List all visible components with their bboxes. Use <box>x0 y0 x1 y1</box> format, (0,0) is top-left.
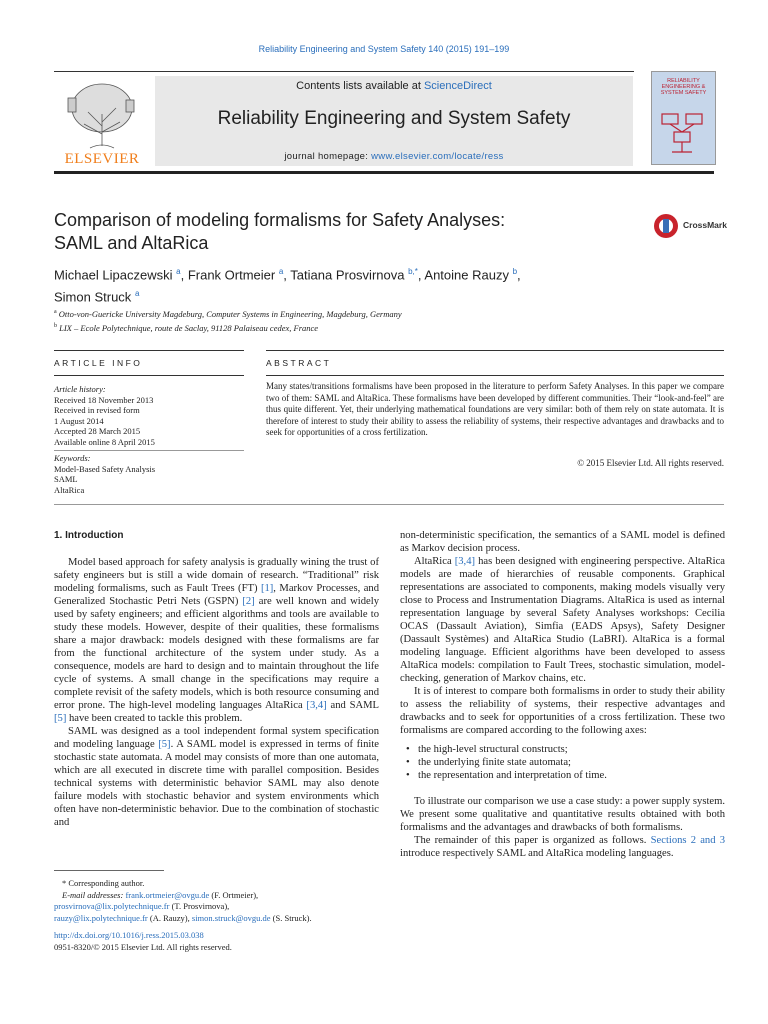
journal-title: Reliability Engineering and System Safety <box>217 108 571 129</box>
citation-link[interactable]: [2] <box>242 596 255 607</box>
section-link[interactable]: Sections 2 and 3 <box>650 835 726 846</box>
article-info-rule-2 <box>54 375 244 376</box>
abstract-copyright: © 2015 Elsevier Ltd. All rights reserved. <box>577 458 724 468</box>
info-divider <box>54 450 244 451</box>
journal-homepage <box>155 151 633 162</box>
history-item: Received 18 November 2013 <box>54 394 154 405</box>
header-top-rule <box>54 71 634 72</box>
keyword: AltaRica <box>54 484 85 495</box>
author-name: Frank Ortmeier <box>187 267 276 283</box>
issn-line: 0951-8320/© 2015 Elsevier Ltd. All rights reserved. <box>54 941 232 952</box>
article-info-heading: ARTICLE INFO <box>54 358 143 368</box>
history-item: Available online 8 April 2015 <box>54 436 155 447</box>
footnotes: * Corresponding author. E-mail addresses: frank.ortmeier@ovgu.de (F. Ortmeier), prosvirnova@lix.polytechnique.fr (T. Prosvirnova), rauzy@lix.polytechnique.fr (A. Rauzy), simon.struck@ovgu.de (S. Struck). <box>54 878 384 924</box>
cover-diagram-icon <box>658 108 708 158</box>
history-item: Accepted 28 March 2015 <box>54 426 141 436</box>
keyword: Model-Based Safety Analysis <box>54 463 156 474</box>
citation-link[interactable]: [1] <box>260 583 274 594</box>
body-top-rule <box>54 504 724 505</box>
corresponding-author-note: * Corresponding author. <box>62 878 145 888</box>
crossmark-icon <box>653 213 679 239</box>
elsevier-wordmark: ELSEVIER <box>64 151 140 167</box>
article-title-line2: SAML and AltaRica <box>54 233 209 253</box>
affiliation-item: $^b$ LIX – Ecole Polytechnique, route de Saclay, 91128 Palaiseau cedex, France <box>54 322 319 333</box>
contents-line <box>155 80 633 92</box>
header-bottom-rule <box>54 171 714 174</box>
doi-block <box>54 930 384 953</box>
author-affiliation-link[interactable]: a <box>134 289 140 299</box>
author-name: Simon Struck <box>54 289 132 305</box>
article-info-rule <box>54 350 244 351</box>
abstract-rule <box>266 350 724 351</box>
paragraph: The remainder of this paper is organized as follows. Sections 2 and 3 introduce respectively SAML and AltaRica modeling languages. <box>400 835 726 859</box>
keyword: SAML <box>54 474 78 484</box>
author-separator: , <box>517 267 521 283</box>
author-separator: , <box>417 267 425 283</box>
paragraph: It is of interest to compare both formalisms in order to study their ability to assess the reliability of systems, their respective advantages and drawbacks and to seek for opportunities of a cross fertilization. These two formalisms are compared according to the following axes: <box>400 686 725 736</box>
author-name: Michael Lipaczewski <box>54 267 173 283</box>
abstract-heading: ABSTRACT <box>266 358 332 368</box>
history-item: 1 August 2014 <box>54 415 104 426</box>
affiliation-item: $^a$ Otto-von-Guericke University Magdeburg, Computer Systems in Engineering, Magdeburg, Germany <box>54 308 402 319</box>
author-affiliation-link[interactable]: b <box>512 267 518 276</box>
affiliations <box>54 306 654 334</box>
abstract-text: Many states/transitions formalisms have been proposed in the literature to perform Safety Analyses. In this paper we compare two of them: SAML and AltaRica. These formalisms have been developed by different communities. Their “look-and-feel” are thus quite different. Yet, their underlying mathematical foundations are very similar: both of them rely on state automata. It is therefore of interest to study their ability to assess the reliability of systems, their respective advantages and drawbacks and to seek for opportunities of a cross fertilization. <box>266 381 724 437</box>
citation-link[interactable]: [3,4] <box>306 700 327 711</box>
email-link[interactable]: frank.ortmeier@ovgu.de <box>125 889 210 900</box>
author-name: Tatiana Prosvirnova <box>290 267 405 283</box>
cover-title: RELIABILITY ENGINEERING & SYSTEM SAFETY <box>660 78 707 97</box>
homepage-prefix: journal homepage: <box>284 151 372 162</box>
email-link[interactable]: simon.struck@ovgu.de <box>191 912 271 923</box>
article-info <box>54 384 244 495</box>
author-separator: , <box>180 267 188 283</box>
paragraph: AltaRica [3,4] has been designed with engineering perspective. AltaRica models are made of hierarchies of reusable components. Graphical representations are associated to components, making models visually very close to Process and Instrumentation Diagrams. AltaRica is used as internal representation language by several Safety Analyses workshops: Cecilia OCAS (Dassault Aviation), Simfia (EADS Apsys), Safety Designer (Dassault Systèmes) and AltaRica Studio (LaBRI). AltaRica is a formal modeling language. Efficient algorithms have been developed to assess AltaRica models: compilation to Fault Trees, stochastic simulation, model-checking, generation of Markov chains, etc. <box>400 556 725 684</box>
citation-link[interactable]: [3,4] <box>454 556 476 567</box>
body-right-column <box>400 529 725 860</box>
citation-link[interactable]: [5] <box>158 739 171 750</box>
history-item: Received in revised form <box>54 405 140 415</box>
section-heading: 1. Introduction <box>54 530 124 541</box>
article-title <box>54 209 634 255</box>
crossmark-button[interactable] <box>653 212 743 240</box>
author-affiliation-link[interactable]: b,* <box>408 267 418 276</box>
author-affiliation-link[interactable]: a <box>278 267 284 276</box>
paragraph: SAML was designed as a tool independent formal system specification and modeling language [5]. A SAML model is expressed in terms of finite stochastic state automata. A model may consists of more than one automata, which are all executed in discrete time with parallel composition. Besides technical systems with deterministic behavior SAML may also denote failure models with stochastic behavior and system environments which often have non-deterministic behavior. Due to the combination of stochastic and <box>54 726 379 828</box>
email-link[interactable]: prosvirnova@lix.polytechnique.fr <box>54 901 170 911</box>
journal-cover-image[interactable] <box>651 71 716 165</box>
comparison-axes-list <box>400 743 725 782</box>
contents-prefix: Contents lists available at <box>296 80 424 92</box>
footnote-rule <box>54 870 164 871</box>
sciencedirect-link[interactable]: ScienceDirect <box>423 80 492 92</box>
email-link[interactable]: rauzy@lix.polytechnique.fr <box>54 912 148 923</box>
article-title-line1: Comparison of modeling formalisms for Safety Analyses: <box>54 210 506 230</box>
abstract-rule-2 <box>266 375 724 376</box>
author-separator: , <box>283 267 291 283</box>
author-name: Antoine Rauzy <box>424 267 509 283</box>
paragraph: To illustrate our comparison we use a case study: a power supply system. We present some qualitative and quantitative results obtained with both formalisms and the advantages and drawbacks of both formalisms. <box>400 796 725 833</box>
author-list <box>54 262 654 307</box>
paragraph: Model based approach for safety analysis is gradually wining the trust of safety engineers but is still a wide domain of research. “Traditional” risk modeling formalisms, such as Fault Trees (FT) [1], Markov Processes, and Generalized Stochastic Petri Nets (GSPN) [2] are well known and widely used by safety engineers; and efficient algorithms and tools are available to study these models. However, despite of their qualities, these formalisms share a major drawback: models designed with these formalisms are far from the functional architecture of the system under study. As a consequence, models are hard to design and to maintain throughout the life cycle of systems. A small change in the specifications may require a complete revisit of the safety models, which is both resource consuming and error prone. The high-level modeling languages AltaRica [3,4] and SAML [5] have been created to tackle this problem. <box>54 557 380 724</box>
crossmark-label: CrossMark <box>683 220 727 230</box>
list-item: • the representation and interpretation of time. <box>406 769 725 782</box>
citation-link[interactable]: [5] <box>54 713 67 724</box>
paragraph: non-deterministic specification, the semantics of a SAML model is defined as Markov decision process. <box>400 530 725 554</box>
keywords-label: Keywords: <box>54 453 91 463</box>
homepage-link[interactable]: www.elsevier.com/locate/ress <box>371 151 504 162</box>
body-left-column <box>54 529 379 829</box>
list-item: • the high-level structural constructs; <box>406 743 725 756</box>
doi-link[interactable]: http://dx.doi.org/10.1016/j.ress.2015.03.038 <box>54 930 204 940</box>
history-label: Article history: <box>54 384 106 394</box>
list-item: • the underlying finite state automata; <box>406 756 725 769</box>
author-affiliation-link[interactable]: a <box>176 267 181 276</box>
email-label: E-mail addresses: <box>62 889 126 900</box>
journal-citation[interactable]: Reliability Engineering and System Safety 140 (2015) 191–199 <box>258 44 510 54</box>
